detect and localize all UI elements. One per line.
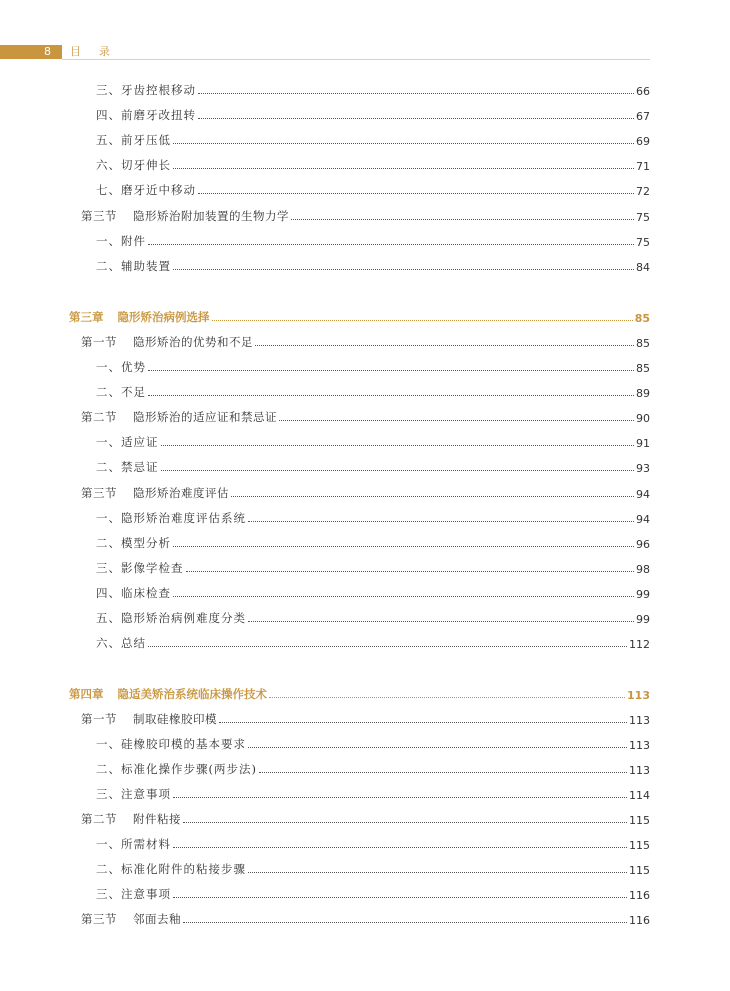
toc-section[interactable] [0,709,730,727]
toc-entry-title: 三、牙齿控根移动 [96,83,196,97]
toc-item[interactable] [0,357,730,375]
toc-item[interactable] [0,432,730,450]
toc-entry-title: 一、隐形矫治难度评估系统 [96,511,246,525]
toc-item[interactable] [0,256,730,274]
toc-page-number: 113 [629,714,650,727]
toc-item[interactable] [0,859,730,877]
toc-entry-title: 第一节 制取硅橡胶印模 [81,712,217,726]
toc-entry-title: 三、注意事项 [96,887,171,901]
dot-leader [173,896,627,898]
dot-leader [231,495,634,497]
dot-leader [183,921,627,923]
toc-entry-title: 二、标准化操作步骤(两步法) [96,762,257,776]
toc-page-number: 94 [636,488,650,501]
dot-leader [248,620,634,622]
toc-entry-number: 第三节 [81,912,117,926]
toc-entry-title: 第三节 隐形矫治难度评估 [81,486,229,500]
toc-page-number: 113 [629,764,650,777]
toc-page-number: 85 [634,312,650,325]
dot-leader [161,469,635,471]
dot-leader [173,268,634,270]
dot-leader [198,192,634,194]
toc-item[interactable] [0,834,730,852]
toc-entry-number: 第二节 [81,812,117,826]
dot-leader [161,444,635,446]
toc-page-number: 115 [629,839,650,852]
toc-section[interactable] [0,809,730,827]
toc-item[interactable] [0,533,730,551]
toc-page-number: 71 [636,160,650,173]
dot-leader [269,696,625,698]
dot-leader [148,369,634,371]
toc-item[interactable] [0,231,730,249]
toc-entry-title: 五、前牙压低 [96,133,171,147]
toc-item[interactable] [0,382,730,400]
toc-item[interactable] [0,80,730,98]
toc-item[interactable] [0,633,730,651]
toc-entry-title: 六、切牙伸长 [96,158,171,172]
toc-entry-title: 第三章 隐形矫治病例选择 [69,310,210,324]
toc-entry-title: 第二节 隐形矫治的适应证和禁忌证 [81,410,277,424]
toc-item[interactable] [0,884,730,902]
toc-entry-title: 六、总结 [96,636,146,650]
dot-leader [219,721,627,723]
toc-item[interactable] [0,558,730,576]
toc-section[interactable] [0,483,730,501]
dot-leader [173,142,634,144]
toc-item[interactable] [0,608,730,626]
dot-leader [186,570,635,572]
toc-page-number: 89 [636,387,650,400]
toc-page-number: 96 [636,538,650,551]
toc-page-number: 115 [629,814,650,827]
dot-leader [198,92,634,94]
toc-entry-title: 第四章 隐适美矫治系统临床操作技术 [69,687,267,701]
dot-leader [212,319,633,321]
dot-leader [248,520,634,522]
toc-item[interactable] [0,180,730,198]
toc-entry-number: 第二节 [81,410,117,424]
toc-page-number: 113 [629,739,650,752]
toc-entry-title: 二、标准化附件的粘接步骤 [96,862,246,876]
toc-page-number: 85 [636,337,650,350]
dot-leader [173,545,634,547]
toc-entry-title: 七、磨牙近中移动 [96,183,196,197]
toc-page-number: 99 [636,588,650,601]
toc-item[interactable] [0,784,730,802]
toc-page-number: 112 [629,638,650,651]
toc-chapter[interactable] [0,684,730,702]
header-title: 目录 [70,45,128,58]
toc-entry-number: 第三节 [81,486,117,500]
toc-entry-title: 第三节 隐形矫治附加装置的生物力学 [81,209,289,223]
toc-page-number: 116 [629,889,650,902]
toc-section[interactable] [0,332,730,350]
toc-item[interactable] [0,105,730,123]
toc-item[interactable] [0,457,730,475]
toc-entry-title: 二、模型分析 [96,536,171,550]
dot-leader [248,746,627,748]
dot-leader [173,167,634,169]
toc-page-number: 113 [627,689,650,702]
dot-leader [291,218,634,220]
toc-page-number: 75 [636,236,650,249]
toc-entry-number: 第四章 [69,687,104,701]
toc-entry-number: 第三章 [69,310,104,324]
toc-entry-title: 第三节 邻面去釉 [81,912,181,926]
dot-leader [198,117,634,119]
dot-leader [279,419,634,421]
toc-entry-title: 一、适应证 [96,435,159,449]
toc-entry-title: 一、附件 [96,234,146,248]
toc-entry-title: 五、隐形矫治病例难度分类 [96,611,246,625]
toc-entry-title: 二、辅助装置 [96,259,171,273]
page-number: 8 [44,45,51,58]
toc-item[interactable] [0,734,730,752]
dot-leader [173,796,627,798]
toc-section[interactable] [0,407,730,425]
toc-entry-title: 四、前磨牙改扭转 [96,108,196,122]
dot-leader [173,846,627,848]
toc-page-number: 85 [636,362,650,375]
toc-entry-title: 二、不足 [96,385,146,399]
toc-entry-number: 第三节 [81,209,117,223]
toc-page-number: 66 [636,85,650,98]
toc-page-number: 98 [636,563,650,576]
dot-leader [183,821,627,823]
toc-item[interactable] [0,759,730,777]
toc-page-number: 94 [636,513,650,526]
toc-page-number: 90 [636,412,650,425]
toc-chapter[interactable] [0,307,730,325]
toc-page-number: 69 [636,135,650,148]
toc-entry-title: 一、所需材料 [96,837,171,851]
dot-leader [148,645,627,647]
dot-leader [248,871,627,873]
toc-entry-title: 四、临床检查 [96,586,171,600]
toc-page-number: 84 [636,261,650,274]
toc-page-number: 75 [636,211,650,224]
toc-entry-title: 一、优势 [96,360,146,374]
toc-item[interactable] [0,155,730,173]
dot-leader [148,243,634,245]
toc-page-number: 67 [636,110,650,123]
toc-entry-title: 二、禁忌证 [96,460,159,474]
toc-page-number: 114 [629,789,650,802]
toc-page-number: 99 [636,613,650,626]
toc-item[interactable] [0,508,730,526]
toc-page-number: 72 [636,185,650,198]
dot-leader [173,595,634,597]
dot-leader [259,771,627,773]
dot-leader [148,394,634,396]
toc-entry-number: 第一节 [81,335,117,349]
toc-item[interactable] [0,583,730,601]
toc-section[interactable] [0,206,730,224]
toc-page-number: 115 [629,864,650,877]
toc-item[interactable] [0,130,730,148]
toc-entry-title: 一、硅橡胶印模的基本要求 [96,737,246,751]
toc-page-number: 91 [636,437,650,450]
toc-page-number: 93 [636,462,650,475]
toc-page-number: 116 [629,914,650,927]
toc-entry-title: 三、注意事项 [96,787,171,801]
toc-section[interactable] [0,909,730,927]
toc-entry-title: 第二节 附件粘接 [81,812,181,826]
toc-entry-title: 第一节 隐形矫治的优势和不足 [81,335,253,349]
dot-leader [255,344,634,346]
toc-entry-title: 三、影像学检查 [96,561,184,575]
toc-entry-number: 第一节 [81,712,117,726]
